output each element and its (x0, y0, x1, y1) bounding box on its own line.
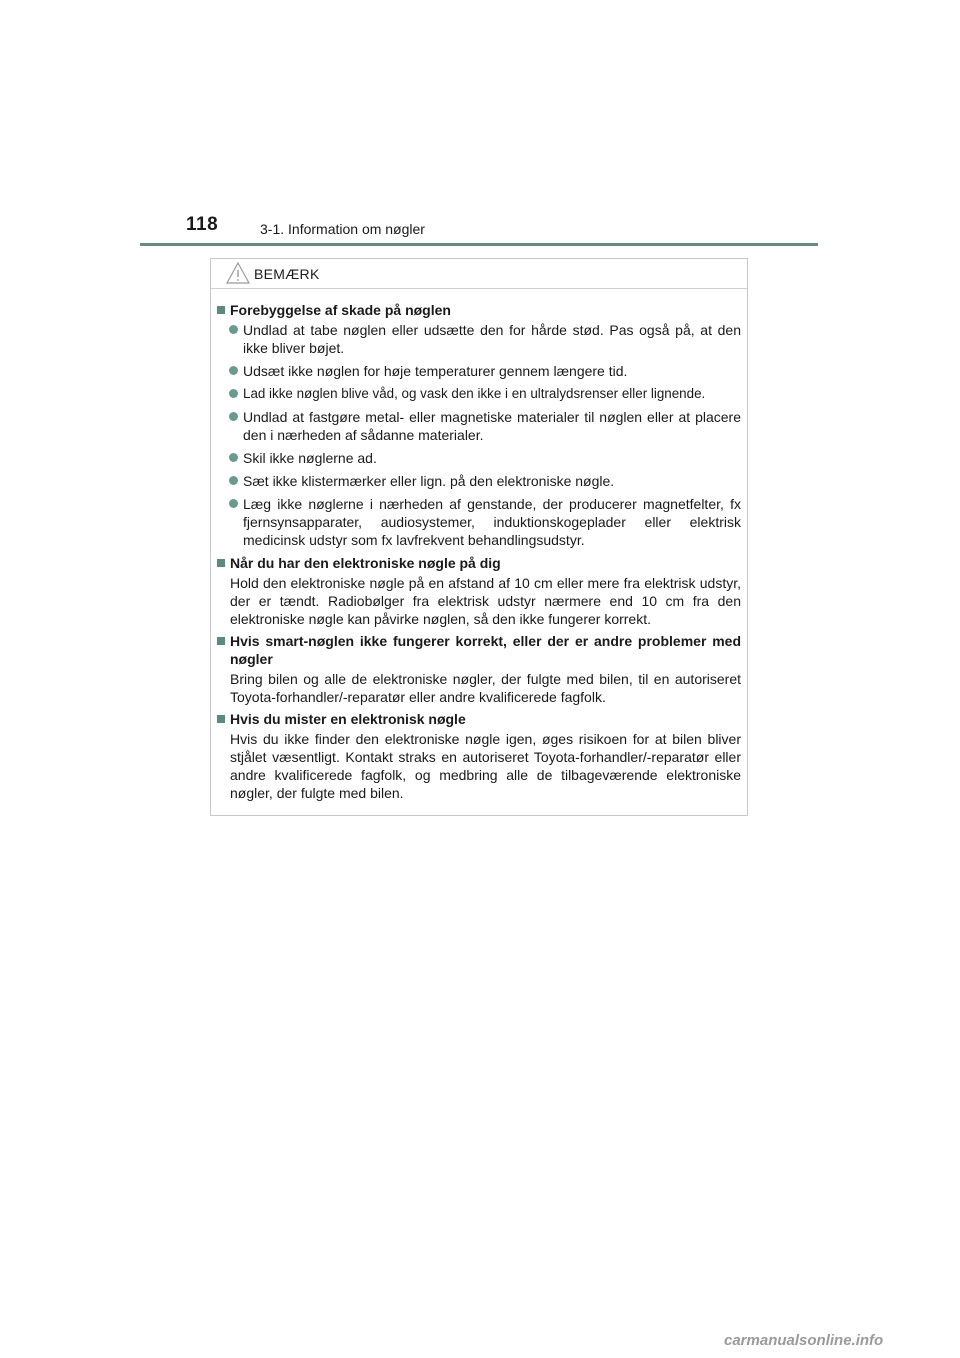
page-number: 118 (186, 214, 219, 235)
warning-icon (225, 261, 251, 285)
dot-bullet-icon (229, 366, 238, 375)
notice-header (211, 259, 747, 289)
section-heading: Hvis du mister en elektronisk nøgle (217, 710, 741, 728)
section-heading: Når du har den elektroniske nøgle på dig (217, 554, 741, 572)
list-item: Udsæt ikke nøglen for høje temperaturer gennem længere tid. (229, 362, 741, 380)
dot-bullet-icon (229, 412, 238, 421)
section-text: Bring bilen og alle de elektroniske nøgler, der fulgte med bilen, til en autoriseret Toyota-forhandler/-reparatør eller andre kvalificerede fagfolk. (230, 671, 741, 705)
notice-box (210, 258, 748, 816)
list-item: Lad ikke nøglen blive våd, og vask den ikke i en ultralydsrenser eller lignende. (229, 385, 741, 403)
header-rule (140, 243, 818, 246)
section-text: Hvis du ikke finder den elektroniske nøgle igen, øges risikoen for at bilen bliver stjålet væsentligt. Kontakt straks en autoriseret Toyota-forhandler/-reparatør eller andre kvalificerede fagfolk, og medbring alle de tilbageværende elektroniske nøgler, der fulgte med bilen. (230, 731, 741, 801)
square-bullet-icon (217, 637, 225, 645)
dot-bullet-icon (229, 476, 238, 485)
dot-bullet-icon (229, 325, 238, 334)
section-damage-prevention (217, 301, 741, 549)
dot-bullet-icon (229, 453, 238, 462)
square-bullet-icon (217, 715, 225, 723)
section-heading: Forebyggelse af skade på nøglen (217, 301, 741, 319)
watermark-logo: carmanualsonline.info (724, 1332, 884, 1349)
section-text: Hold den elektroniske nøgle på en afstand af 10 cm eller mere fra elektrisk udstyr, der er tændt. Radiobølger fra elektrisk udstyr nærmere end 10 cm fra den elektroniske nøgle kan påvirke nøglen, så den ikke fungerer korrekt. (230, 575, 741, 627)
list-item: Undlad at tabe nøglen eller udsætte den for hårde stød. Pas også på, at den ikke bliver bøjet. (229, 321, 741, 357)
notice-body (211, 289, 747, 802)
list-item: Læg ikke nøglerne i nærheden af genstande, der producerer magnetfelter, fx fjernsynsapparater, audiosystemer, induktionskogeplader eller elektrisk medicinsk udstyr som fx lavfrekvent behandlingsudstyr. (229, 495, 741, 549)
notice-label: BEMÆRK (254, 266, 320, 282)
section-smart-key-problems (217, 632, 741, 706)
square-bullet-icon (217, 306, 225, 314)
section-carrying-key (217, 554, 741, 628)
list-item: Sæt ikke klistermærker eller lign. på den elektroniske nøgle. (229, 472, 741, 490)
section-lost-key (217, 710, 741, 802)
list-item: Skil ikke nøglerne ad. (229, 449, 741, 467)
dot-bullet-icon (229, 499, 238, 508)
bullet-list (217, 321, 741, 549)
square-bullet-icon (217, 559, 225, 567)
section-title: 3-1. Information om nøgler (260, 221, 425, 237)
dot-bullet-icon (229, 389, 238, 398)
section-heading: Hvis smart-nøglen ikke fungerer korrekt, eller der er andre problemer med nøgler (217, 632, 741, 668)
list-item: Undlad at fastgøre metal- eller magnetiske materialer til nøglen eller at placere den i nærheden af sådanne materialer. (229, 408, 741, 444)
